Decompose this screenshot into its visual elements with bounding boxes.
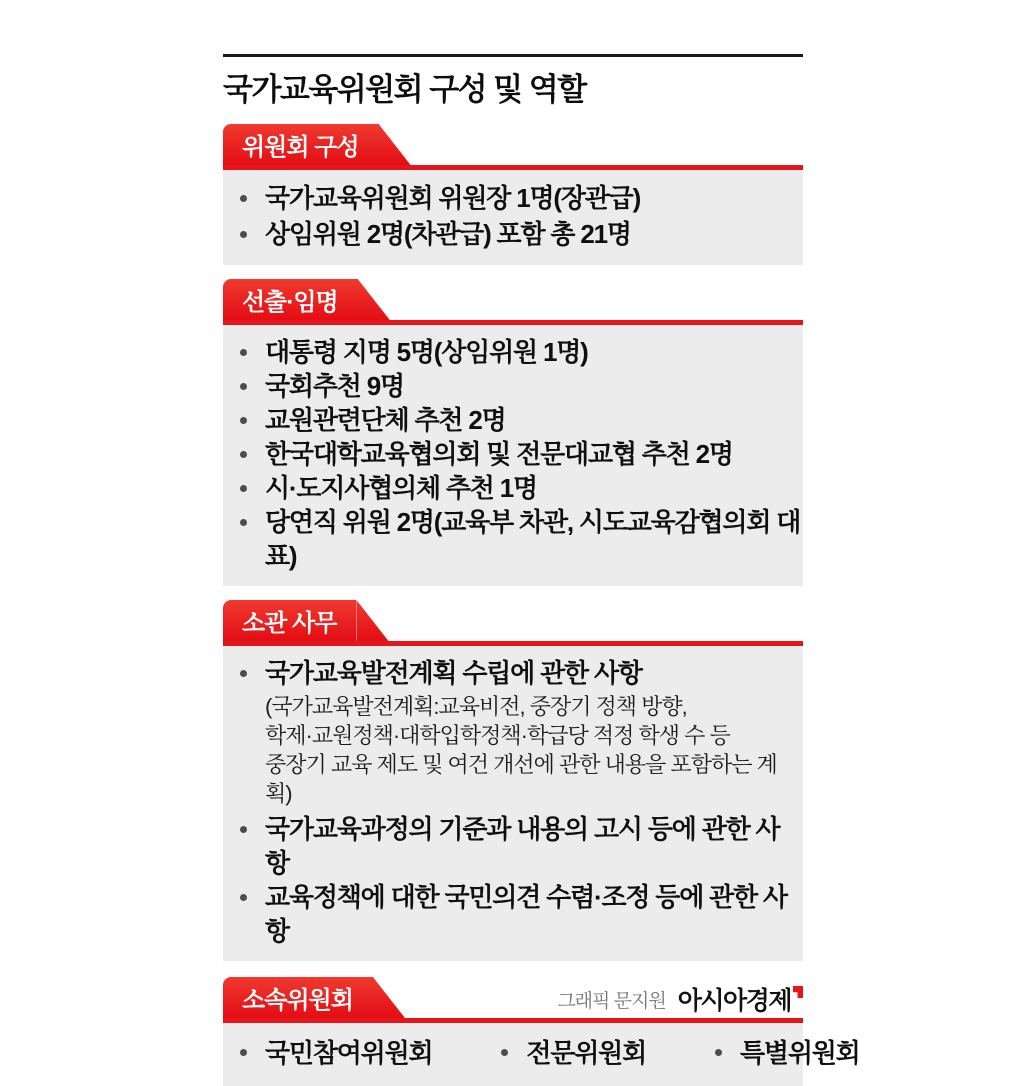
section-tab bbox=[223, 600, 356, 641]
bullet-dot bbox=[240, 894, 247, 901]
list-item bbox=[223, 369, 803, 403]
section-tab-label: 위원회 구성 bbox=[242, 134, 359, 161]
list-item-text: 국가교육발전계획 수립에 관한 사항 bbox=[265, 658, 642, 688]
list-item-text: 대통령 지명 5명(상임위원 1명) bbox=[265, 337, 588, 367]
bullet-list bbox=[223, 656, 803, 948]
bullet-dot bbox=[240, 670, 247, 677]
section-tab-label: 소관 사무 bbox=[242, 610, 337, 637]
bullet-dot bbox=[715, 1049, 722, 1056]
list-item bbox=[223, 1035, 432, 1071]
subtext-line: (국가교육발전계획:교육비전, 중장기 정책 방향, bbox=[265, 694, 687, 719]
bullet-dot bbox=[240, 383, 247, 390]
list-item bbox=[223, 812, 803, 880]
section-tab bbox=[223, 124, 379, 165]
section-tab bbox=[223, 977, 373, 1018]
section-tab-row bbox=[223, 279, 803, 320]
list-item-text: 한국대학교육협의회 및 전문대교협 추천 2명 bbox=[265, 439, 733, 469]
list-item-text: 전문위원회 bbox=[526, 1038, 647, 1068]
subtext-line: 중장기 교육 제도 및 여건 개선에 관한 내용을 포함하는 계획) bbox=[265, 752, 777, 806]
credit-line bbox=[557, 981, 803, 1017]
list-item bbox=[223, 505, 803, 573]
section-tab-slant bbox=[358, 279, 390, 320]
brand-logo-mark-icon bbox=[793, 986, 803, 998]
bullet-dot bbox=[240, 349, 247, 356]
list-item bbox=[223, 403, 803, 437]
section-committee-composition bbox=[223, 124, 803, 265]
list-item-text: 국가교육위원회 위원장 1명(장관급) bbox=[265, 183, 641, 213]
section-tab-label: 소속위원회 bbox=[242, 987, 353, 1014]
list-item-text: 교원관련단체 추천 2명 bbox=[265, 405, 506, 435]
section-panel bbox=[223, 170, 803, 265]
list-item-text: 상임위원 2명(차관급) 포함 총 21명 bbox=[265, 219, 631, 249]
list-item-text: 특별위원회 bbox=[740, 1038, 860, 1068]
bullet-dot bbox=[240, 485, 247, 492]
list-item-text: 국민참여위원회 bbox=[265, 1038, 433, 1068]
section-election-appointment bbox=[223, 279, 803, 586]
section-panel bbox=[223, 646, 803, 961]
list-item-text: 교육정책에 대한 국민의견 수렴·조정 등에 관한 사항 bbox=[265, 882, 787, 946]
bullet-dot bbox=[240, 451, 247, 458]
bullet-dot bbox=[240, 231, 247, 238]
credit-text: 그래픽 문지원 bbox=[557, 990, 666, 1012]
list-item-text: 국가교육과정의 기준과 내용의 고시 등에 관한 사항 bbox=[265, 814, 780, 878]
section-jurisdiction-affairs bbox=[223, 600, 803, 961]
list-item-text: 국회추천 9명 bbox=[265, 371, 404, 401]
bullet-dot bbox=[240, 417, 247, 424]
section-tab-label: 선출·임명 bbox=[242, 289, 338, 316]
list-item-subtext bbox=[265, 692, 803, 808]
section-tab-row bbox=[223, 124, 803, 165]
subtext-line: 학제·교원정책·대학입학정책·학급당 적정 학생 수 등 bbox=[265, 723, 730, 748]
list-item bbox=[223, 656, 803, 808]
section-tab bbox=[223, 279, 358, 320]
list-item bbox=[223, 216, 803, 252]
section-panel bbox=[223, 325, 803, 586]
bullet-list bbox=[223, 180, 803, 252]
list-item bbox=[698, 1035, 860, 1071]
list-item-text: 시·도지사협의체 추천 1명 bbox=[265, 473, 537, 503]
bullet-dot bbox=[240, 1049, 247, 1056]
section-panel bbox=[223, 1023, 860, 1086]
bullet-dot bbox=[240, 195, 247, 202]
section-tab-row bbox=[223, 600, 803, 641]
bullet-dot bbox=[240, 519, 247, 526]
list-item bbox=[223, 880, 803, 948]
section-tab-slant bbox=[356, 600, 388, 641]
top-rule bbox=[223, 54, 803, 57]
bullet-list bbox=[223, 335, 803, 573]
list-item bbox=[223, 335, 803, 369]
bullet-dot bbox=[501, 1049, 508, 1056]
bullet-list-inline bbox=[223, 1033, 860, 1073]
list-item bbox=[484, 1035, 646, 1071]
list-item bbox=[223, 180, 803, 216]
brand-logo-text: 아시아경제 bbox=[677, 987, 791, 1015]
list-item-text: 당연직 위원 2명(교육부 차관, 시도교육감협의회 대표) bbox=[265, 507, 801, 571]
section-tab-slant bbox=[373, 977, 405, 1018]
list-item bbox=[223, 471, 803, 505]
list-item bbox=[223, 437, 803, 471]
section-tab-slant bbox=[379, 124, 411, 165]
content-column bbox=[223, 0, 860, 1086]
page-title: 국가교육위원회 구성 및 역할 bbox=[223, 72, 586, 107]
bullet-dot bbox=[240, 826, 247, 833]
